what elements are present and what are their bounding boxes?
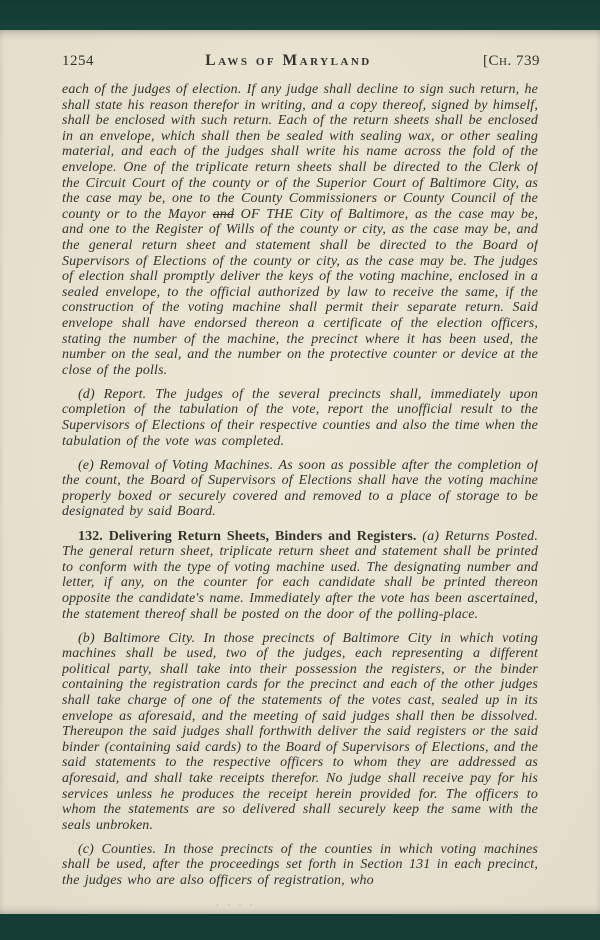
running-title: Laws of Maryland: [205, 52, 372, 69]
text-segment: (e) Removal of Voting Machines. As soon as possible after the completion of the count, the Board of Supervisors of Elections shall have the voting machine properly boxed or securely covered and removed to a place of storage to be designated by said Board.: [62, 457, 538, 520]
page-header: [62, 52, 540, 70]
paragraph: [62, 82, 538, 378]
text-segment: (c) Counties. In those precincts of the counties in which voting machines shall be used, after the proceedings set forth in Section 131 in each precinct, the judges who are also officers of registration, who: [62, 841, 538, 888]
document-page: [0, 30, 600, 914]
text-segment: 132. Delivering Return Sheets, Binders and Registers.: [78, 528, 423, 544]
paragraph: [62, 387, 538, 449]
page-body: [62, 82, 538, 904]
text-segment: (a) Returns Posted. The general return sheet, triplicate return sheet and statement shall be printed to conform with the type of voting machine used. The designating number and letter, if any, on the counter for each candidate shall be printed thereon opposite the candidate's name. Immediately after the vote has been ascertained, the statement thereof shall be posted on the door of the polling-place.: [62, 528, 538, 622]
paragraph: [62, 842, 538, 889]
chapter-reference: [Ch. 739: [483, 53, 540, 69]
paragraph: [62, 529, 538, 623]
scan-artifact-dots: · · · ·: [216, 900, 256, 910]
paragraph: [62, 631, 538, 834]
text-segment: each of the judges of election. If any judge shall decline to sign such return, he shall state his reason therefor in writing, and a copy thereof, signed by himself, shall be enclosed with such return. Each of the return sheets shall be enclosed in an envelope, which shall then be sealed with sealing wax, or other sealing material, and each of the judges shall write his name across the fold of the envelope. One of the triplicate return sheets shall be directed to the Clerk of the Circuit Court of the county or of the Superior Court of Baltimore City, as the case may be, one to the County Commissioners or County Council of the county or to the Mayor: [62, 82, 538, 222]
text-segment: and: [212, 206, 235, 222]
text-segment: OF THE City of Baltimore, as the case may be, and one to the Register of Wills of the county or city, as the case may be, and the general return sheet and statement shall be directed to the Board of Supervisors of Elections of the county or city, as the case may be. The judges of election shall promptly deliver the keys of the voting machine, enclosed in a sealed envelope, to the official authorized by law to receive the same, if the construction of the voting machine shall permit their separate return. Said envelope shall have endorsed thereon a certificate of the election officers, stating the number of the machine, the precinct where it has been used, the number on the seal, and the number on the protective counter or device at the close of the polls.: [62, 206, 538, 378]
paragraph: [62, 458, 538, 520]
page-number: 1254: [62, 53, 94, 69]
text-segment: (b) Baltimore City. In those precincts of Baltimore City in which voting machines shall be used, two of the judges, each representing a different political party, shall take into their possession the registers, or the binder containing the registration cards for the precinct and each of the other judges shall take charge of one of the statements of the votes cast, sealed up in its envelope as aforesaid, and the meeting of said judges shall then be dissolved. Thereupon the said judges shall forthwith deliver the said registers or the said binder (containing said cards) to the Board of Supervisors of Elections, and the said statements to the respective officers to whom they are addressed as aforesaid, and shall take receipts therefor. No judge shall receive pay for his services unless he produces the receipt herein provided for. The officers to whom the statements are so delivered shall securely keep the same with the seals unbroken.: [62, 630, 538, 833]
text-segment: (d) Report. The judges of the several precincts shall, immediately upon completion of the tabulation of the vote, report the unofficial result to the Supervisors of Elections of their respective counties and also the time when the tabulation of the vote was completed.: [62, 386, 538, 449]
